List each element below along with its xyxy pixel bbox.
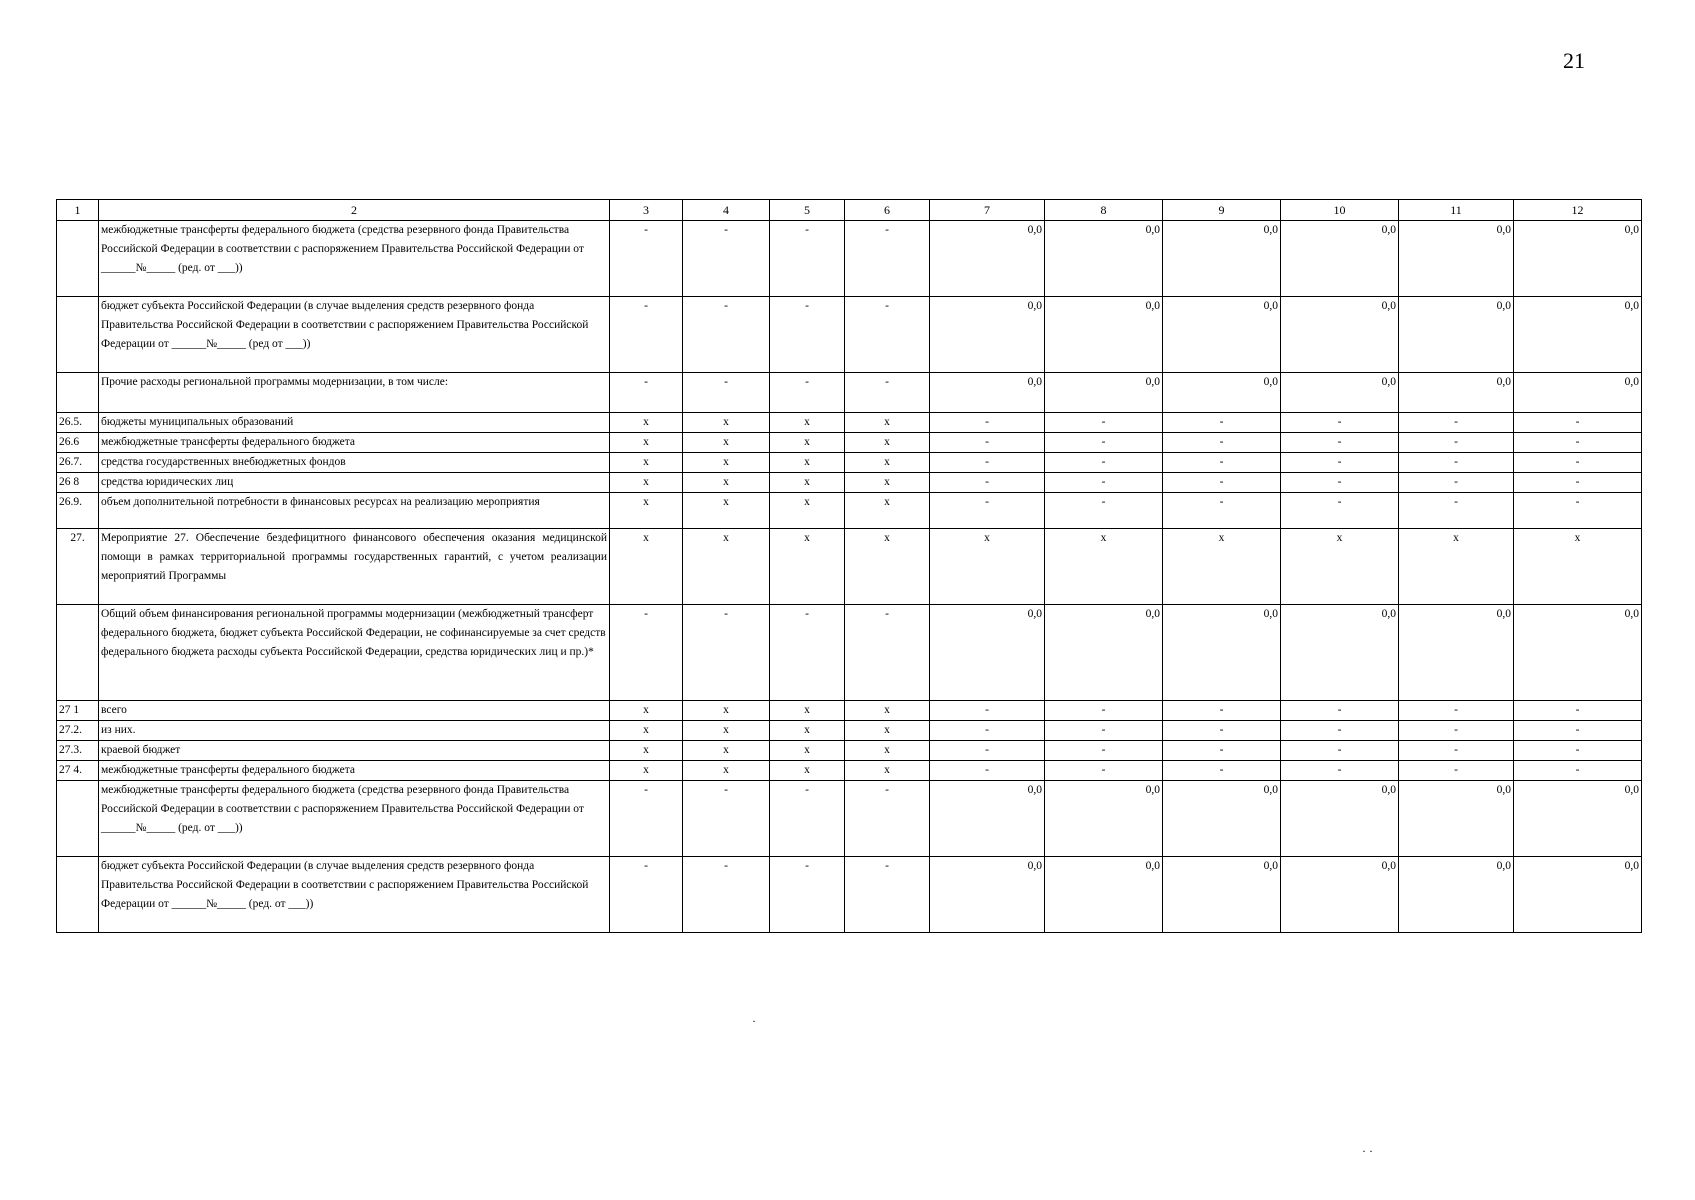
- row-description: бюджет субъекта Российской Федерации (в случае выделения средств резервного фонда Правительства Российской Федерации в соответствии с распоряжением Правительства Российской Федерации от ______№_____ (ред от ___)): [99, 297, 610, 373]
- value-cell: -: [1045, 473, 1163, 493]
- table-row: [57, 605, 1642, 701]
- value-cell: 0,0: [1163, 605, 1281, 701]
- mark-cell: x: [770, 761, 845, 781]
- mark-cell: x: [683, 413, 770, 433]
- table-row: [57, 433, 1642, 453]
- value-cell: 0,0: [1514, 297, 1642, 373]
- header-cell: 6: [845, 200, 930, 221]
- value-cell: 0,0: [1399, 781, 1514, 857]
- row-description: бюджеты муниципальных образований: [99, 413, 610, 433]
- value-cell: -: [1399, 493, 1514, 529]
- value-cell: -: [1514, 473, 1642, 493]
- row-description: объем дополнительной потребности в финансовых ресурсах на реализацию мероприятия: [99, 493, 610, 529]
- table-row: [57, 493, 1642, 529]
- mark-cell: -: [845, 857, 930, 933]
- value-cell: 0,0: [1045, 297, 1163, 373]
- value-cell: -: [1281, 761, 1399, 781]
- table-row: [57, 741, 1642, 761]
- mark-cell: x: [683, 701, 770, 721]
- mark-cell: -: [845, 605, 930, 701]
- value-cell: -: [1514, 721, 1642, 741]
- mark-cell: -: [683, 373, 770, 413]
- mark-cell: x: [610, 473, 683, 493]
- table-body: [57, 221, 1642, 933]
- value-cell: -: [1045, 761, 1163, 781]
- value-cell: -: [1281, 433, 1399, 453]
- value-cell: 0,0: [930, 781, 1045, 857]
- value-cell: 0,0: [930, 373, 1045, 413]
- table-row: [57, 473, 1642, 493]
- row-number: 26.7.: [57, 453, 99, 473]
- value-cell: -: [1045, 493, 1163, 529]
- value-cell: -: [1514, 741, 1642, 761]
- mark-cell: x: [683, 433, 770, 453]
- value-cell: -: [1163, 413, 1281, 433]
- row-number: [57, 605, 99, 701]
- value-cell: -: [1514, 701, 1642, 721]
- value-cell: -: [1163, 433, 1281, 453]
- mark-cell: -: [770, 857, 845, 933]
- value-cell: 0,0: [1045, 373, 1163, 413]
- mark-cell: x: [683, 761, 770, 781]
- row-number: [57, 781, 99, 857]
- value-cell: 0,0: [1281, 297, 1399, 373]
- row-number: [57, 221, 99, 297]
- mark-cell: x: [845, 529, 930, 605]
- row-description: краевой бюджет: [99, 741, 610, 761]
- value-cell: 0,0: [1045, 781, 1163, 857]
- value-cell: 0,0: [1514, 373, 1642, 413]
- mark-cell: -: [683, 605, 770, 701]
- row-description: Общий объем финансирования региональной программы модернизации (межбюджетный трансферт федерального бюджета, бюджет субъекта Российской Федерации, не софинансируемые за счет средств федерального бюджета расходы субъекта Российской Федерации, средства юридических лиц и пр.)*: [99, 605, 610, 701]
- header-cell: 2: [99, 200, 610, 221]
- mark-cell: x: [610, 741, 683, 761]
- mark-cell: -: [845, 373, 930, 413]
- value-cell: -: [1163, 453, 1281, 473]
- mark-cell: x: [770, 721, 845, 741]
- mark-cell: x: [683, 741, 770, 761]
- value-cell: 0,0: [1045, 221, 1163, 297]
- value-cell: x: [1045, 529, 1163, 605]
- mark-cell: x: [610, 701, 683, 721]
- value-cell: -: [1399, 473, 1514, 493]
- mark-cell: x: [610, 453, 683, 473]
- row-description: бюджет субъекта Российской Федерации (в случае выделения средств резервного фонда Правительства Российской Федерации в соответствии с распоряжением Правительства Российской Федерации от ______№_____ (ред. от ___)): [99, 857, 610, 933]
- mark-cell: -: [610, 781, 683, 857]
- table-row: [57, 373, 1642, 413]
- mark-cell: -: [770, 781, 845, 857]
- value-cell: 0,0: [1045, 857, 1163, 933]
- header-row: [57, 200, 1642, 221]
- value-cell: x: [1281, 529, 1399, 605]
- value-cell: 0,0: [1514, 857, 1642, 933]
- row-description: межбюджетные трансферты федерального бюджета (средства резервного фонда Правительства Российской Федерации в соответствии с распоряжением Правительства Российской Федерации от ______№_____ (ред. от ___)): [99, 221, 610, 297]
- stray-mark: · ·: [1362, 1144, 1373, 1158]
- mark-cell: x: [610, 433, 683, 453]
- value-cell: 0,0: [1163, 781, 1281, 857]
- value-cell: -: [1045, 433, 1163, 453]
- value-cell: 0,0: [930, 221, 1045, 297]
- value-cell: 0,0: [1281, 221, 1399, 297]
- table-row: [57, 857, 1642, 933]
- value-cell: x: [930, 529, 1045, 605]
- mark-cell: x: [845, 453, 930, 473]
- mark-cell: x: [770, 701, 845, 721]
- value-cell: 0,0: [1399, 373, 1514, 413]
- value-cell: 0,0: [1045, 605, 1163, 701]
- value-cell: -: [1514, 761, 1642, 781]
- value-cell: -: [1399, 701, 1514, 721]
- value-cell: -: [1045, 701, 1163, 721]
- mark-cell: -: [610, 297, 683, 373]
- value-cell: 0,0: [1514, 221, 1642, 297]
- row-number: 27.3.: [57, 741, 99, 761]
- value-cell: 0,0: [1281, 857, 1399, 933]
- mark-cell: -: [610, 221, 683, 297]
- row-description: Прочие расходы региональной программы модернизации, в том числе:: [99, 373, 610, 413]
- value-cell: -: [930, 453, 1045, 473]
- mark-cell: x: [683, 493, 770, 529]
- row-description: межбюджетные трансферты федерального бюджета (средства резервного фонда Правительства Российской Федерации в соответствии с распоряжением Правительства Российской Федерации от ______№_____ (ред. от ___)): [99, 781, 610, 857]
- value-cell: 0,0: [930, 297, 1045, 373]
- value-cell: -: [1514, 493, 1642, 529]
- page-number: 21: [1563, 48, 1585, 73]
- value-cell: -: [930, 741, 1045, 761]
- row-number: 26 8: [57, 473, 99, 493]
- row-number: 26.5.: [57, 413, 99, 433]
- mark-cell: x: [683, 473, 770, 493]
- header-cell: 4: [683, 200, 770, 221]
- header-cell: 8: [1045, 200, 1163, 221]
- row-number: 26.9.: [57, 493, 99, 529]
- table-row: [57, 413, 1642, 433]
- mark-cell: x: [770, 493, 845, 529]
- value-cell: 0,0: [930, 605, 1045, 701]
- mark-cell: -: [770, 221, 845, 297]
- value-cell: -: [1163, 701, 1281, 721]
- value-cell: -: [1399, 453, 1514, 473]
- value-cell: 0,0: [1163, 297, 1281, 373]
- row-description: средства юридических лиц: [99, 473, 610, 493]
- header-cell: 7: [930, 200, 1045, 221]
- header-cell: 9: [1163, 200, 1281, 221]
- mark-cell: x: [845, 433, 930, 453]
- value-cell: -: [1399, 721, 1514, 741]
- row-description: средства государственных внебюджетных фондов: [99, 453, 610, 473]
- value-cell: -: [1281, 493, 1399, 529]
- mark-cell: x: [770, 453, 845, 473]
- value-cell: -: [1281, 413, 1399, 433]
- value-cell: -: [930, 761, 1045, 781]
- row-number: 27 4.: [57, 761, 99, 781]
- mark-cell: x: [770, 433, 845, 453]
- mark-cell: -: [770, 373, 845, 413]
- value-cell: -: [1399, 433, 1514, 453]
- mark-cell: x: [770, 529, 845, 605]
- mark-cell: -: [683, 297, 770, 373]
- mark-cell: -: [770, 605, 845, 701]
- row-number: 27.2.: [57, 721, 99, 741]
- row-number: [57, 373, 99, 413]
- row-number: 27.: [57, 529, 99, 605]
- value-cell: 0,0: [1163, 221, 1281, 297]
- value-cell: 0,0: [1399, 221, 1514, 297]
- header-cell: 5: [770, 200, 845, 221]
- mark-cell: -: [610, 857, 683, 933]
- value-cell: 0,0: [1399, 297, 1514, 373]
- mark-cell: -: [683, 221, 770, 297]
- value-cell: -: [1163, 493, 1281, 529]
- table-row: [57, 221, 1642, 297]
- value-cell: -: [1045, 741, 1163, 761]
- value-cell: -: [1514, 453, 1642, 473]
- value-cell: -: [1163, 761, 1281, 781]
- value-cell: 0,0: [1514, 781, 1642, 857]
- row-description: всего: [99, 701, 610, 721]
- mark-cell: x: [683, 721, 770, 741]
- value-cell: 0,0: [1163, 857, 1281, 933]
- row-description: из них.: [99, 721, 610, 741]
- row-description: межбюджетные трансферты федерального бюджета: [99, 761, 610, 781]
- value-cell: 0,0: [1399, 857, 1514, 933]
- mark-cell: -: [683, 781, 770, 857]
- mark-cell: -: [770, 297, 845, 373]
- mark-cell: -: [845, 297, 930, 373]
- mark-cell: x: [770, 473, 845, 493]
- table-row: [57, 701, 1642, 721]
- value-cell: -: [1045, 721, 1163, 741]
- mark-cell: x: [770, 413, 845, 433]
- value-cell: x: [1514, 529, 1642, 605]
- financing-table: [56, 199, 1642, 933]
- mark-cell: x: [683, 529, 770, 605]
- value-cell: -: [930, 721, 1045, 741]
- value-cell: -: [1281, 721, 1399, 741]
- value-cell: 0,0: [1281, 605, 1399, 701]
- row-number: 26.6: [57, 433, 99, 453]
- value-cell: -: [1399, 761, 1514, 781]
- header-cell: 3: [610, 200, 683, 221]
- row-number: [57, 857, 99, 933]
- mark-cell: -: [845, 221, 930, 297]
- value-cell: -: [1514, 433, 1642, 453]
- value-cell: 0,0: [1281, 781, 1399, 857]
- table-row: [57, 761, 1642, 781]
- value-cell: 0,0: [1281, 373, 1399, 413]
- header-cell: 10: [1281, 200, 1399, 221]
- mark-cell: x: [845, 761, 930, 781]
- table-row: [57, 781, 1642, 857]
- value-cell: -: [1281, 701, 1399, 721]
- row-description: межбюджетные трансферты федерального бюджета: [99, 433, 610, 453]
- mark-cell: x: [845, 701, 930, 721]
- mark-cell: x: [610, 413, 683, 433]
- mark-cell: -: [845, 781, 930, 857]
- value-cell: -: [1163, 473, 1281, 493]
- value-cell: 0,0: [1514, 605, 1642, 701]
- stray-mark: ·: [752, 1014, 756, 1028]
- header-cell: 1: [57, 200, 99, 221]
- value-cell: -: [930, 701, 1045, 721]
- value-cell: x: [1163, 529, 1281, 605]
- value-cell: -: [930, 413, 1045, 433]
- header-cell: 11: [1399, 200, 1514, 221]
- mark-cell: -: [610, 605, 683, 701]
- header-cell: 12: [1514, 200, 1642, 221]
- row-description: Мероприятие 27. Обеспечение бездефицитного финансового обеспечения оказания медицинской помощи в рамках территориальной программы государственных гарантий, с учетом реализации мероприятий Программы: [99, 529, 610, 605]
- value-cell: x: [1399, 529, 1514, 605]
- value-cell: -: [1281, 473, 1399, 493]
- value-cell: -: [930, 433, 1045, 453]
- mark-cell: x: [683, 453, 770, 473]
- mark-cell: x: [610, 761, 683, 781]
- value-cell: 0,0: [1163, 373, 1281, 413]
- table-row: [57, 297, 1642, 373]
- value-cell: -: [1281, 741, 1399, 761]
- value-cell: -: [1163, 721, 1281, 741]
- mark-cell: x: [610, 529, 683, 605]
- mark-cell: -: [610, 373, 683, 413]
- value-cell: -: [1399, 741, 1514, 761]
- value-cell: -: [930, 493, 1045, 529]
- value-cell: -: [1045, 453, 1163, 473]
- row-number: 27 1: [57, 701, 99, 721]
- value-cell: -: [1045, 413, 1163, 433]
- value-cell: -: [1163, 741, 1281, 761]
- value-cell: -: [1399, 413, 1514, 433]
- value-cell: -: [1281, 453, 1399, 473]
- mark-cell: x: [845, 473, 930, 493]
- value-cell: -: [930, 473, 1045, 493]
- mark-cell: x: [845, 721, 930, 741]
- mark-cell: x: [610, 493, 683, 529]
- value-cell: -: [1514, 413, 1642, 433]
- mark-cell: x: [610, 721, 683, 741]
- value-cell: 0,0: [930, 857, 1045, 933]
- row-number: [57, 297, 99, 373]
- mark-cell: x: [845, 741, 930, 761]
- value-cell: 0,0: [1399, 605, 1514, 701]
- table-row: [57, 453, 1642, 473]
- mark-cell: x: [845, 493, 930, 529]
- mark-cell: -: [683, 857, 770, 933]
- table-row: [57, 529, 1642, 605]
- mark-cell: x: [845, 413, 930, 433]
- mark-cell: x: [770, 741, 845, 761]
- table-row: [57, 721, 1642, 741]
